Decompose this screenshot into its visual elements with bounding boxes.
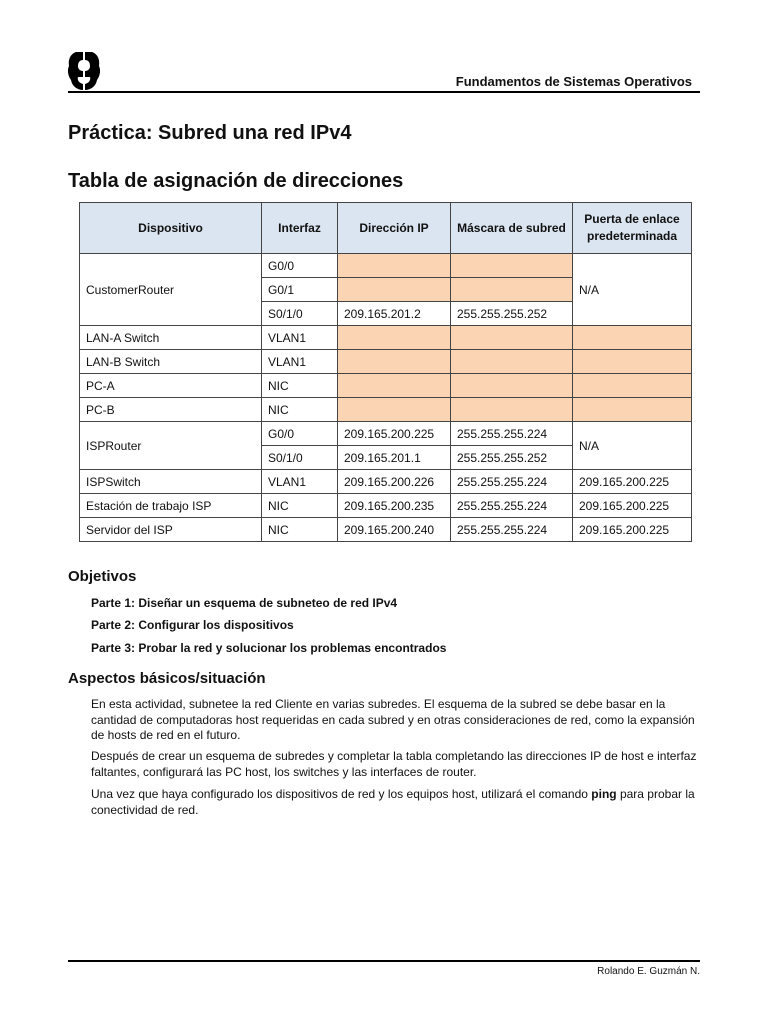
table-row [80,374,692,398]
column-header: Dirección IP [338,203,451,254]
mask-cell [451,374,573,398]
interface-cell: NIC [262,518,338,542]
interface-cell: G0/1 [262,278,338,302]
ip-cell: 209.165.200.225 [338,422,451,446]
ip-cell: 209.165.201.1 [338,446,451,470]
mask-cell: 255.255.255.224 [451,422,573,446]
ip-cell: 209.165.200.235 [338,494,451,518]
gateway-cell: 209.165.200.225 [573,494,692,518]
device-cell: PC-A [80,374,262,398]
logo-icon [66,50,102,92]
background-title: Aspectos básicos/situación [68,670,266,687]
mask-cell: 255.255.255.224 [451,470,573,494]
ip-cell [338,374,451,398]
table-row [80,494,692,518]
header-title: Fundamentos de Sistemas Operativos [455,74,692,89]
mask-cell: 255.255.255.224 [451,518,573,542]
interface-cell: G0/0 [262,254,338,278]
gateway-cell [573,350,692,374]
interface-cell: NIC [262,494,338,518]
interface-cell: VLAN1 [262,350,338,374]
table-section-title: Tabla de asignación de direcciones [68,170,404,192]
gateway-cell [573,374,692,398]
interface-cell: G0/0 [262,422,338,446]
mask-cell [451,398,573,422]
header-rule [68,91,700,93]
paragraph-text: Una vez que haya configurado los dispositivos de red y los equipos host, utilizará el comando [91,787,592,801]
mask-cell [451,278,573,302]
interface-cell: NIC [262,374,338,398]
interface-cell: VLAN1 [262,470,338,494]
paragraph-text: para probar la conectividad de red. [91,787,695,817]
gateway-cell: N/A [573,422,692,470]
mask-cell [451,326,573,350]
device-cell: PC-B [80,398,262,422]
mask-cell: 255.255.255.224 [451,494,573,518]
ping-command: ping [591,787,617,801]
interface-cell: NIC [262,398,338,422]
ip-cell [338,350,451,374]
footer-author: Rolando E. Guzmán N. [597,966,700,977]
column-header: Puerta de enlace predeterminada [573,203,692,254]
table-row [80,326,692,350]
ip-cell [338,254,451,278]
address-table [79,202,692,542]
table-row [80,470,692,494]
table-row [80,518,692,542]
device-cell: LAN-A Switch [80,326,262,350]
footer-rule [68,960,700,962]
objective-item: Parte 2: Configurar los dispositivos [91,618,294,632]
table-row [80,254,692,278]
column-header: Interfaz [262,203,338,254]
interface-cell: VLAN1 [262,326,338,350]
device-cell: Estación de trabajo ISP [80,494,262,518]
device-cell: ISPSwitch [80,470,262,494]
table-row [80,350,692,374]
objective-item: Parte 1: Diseñar un esquema de subneteo de red IPv4 [91,596,398,610]
ip-cell: 209.165.201.2 [338,302,451,326]
gateway-cell [573,326,692,350]
column-header: Máscara de subred [451,203,573,254]
ip-cell: 209.165.200.226 [338,470,451,494]
gateway-cell [573,398,692,422]
gateway-cell: 209.165.200.225 [573,518,692,542]
mask-cell [451,254,573,278]
background-paragraph-1: En esta actividad, subnetee la red Cliente en varias subredes. El esquema de la subred se debe basar en la cantidad de computadoras host requeridas en cada subred y en otras consideraciones de red, como la expansión de hosts de red en el futuro. [91,697,695,742]
table-row [80,422,692,446]
page-title: Práctica: Subred una red IPv4 [68,122,352,144]
device-cell: ISPRouter [80,422,262,470]
ip-cell [338,326,451,350]
gateway-cell: N/A [573,254,692,326]
interface-cell: S0/1/0 [262,446,338,470]
mask-cell: 255.255.255.252 [451,446,573,470]
device-cell: CustomerRouter [80,254,262,326]
gateway-cell: 209.165.200.225 [573,470,692,494]
background-paragraph-3 [91,787,701,818]
ip-cell [338,398,451,422]
column-header: Dispositivo [80,203,262,254]
objectives-title: Objetivos [68,568,137,585]
objective-item: Parte 3: Probar la red y solucionar los problemas encontrados [91,641,447,655]
table-header-row [80,203,692,254]
ip-cell: 209.165.200.240 [338,518,451,542]
mask-cell: 255.255.255.252 [451,302,573,326]
device-cell: LAN-B Switch [80,350,262,374]
interface-cell: S0/1/0 [262,302,338,326]
background-paragraph-2: Después de crear un esquema de subredes y completar la tabla completando las direcciones IP de host e interfaz faltantes, configurará las PC host, los switches y las interfaces de router. [91,749,697,779]
table-row [80,398,692,422]
device-cell: Servidor del ISP [80,518,262,542]
mask-cell [451,350,573,374]
ip-cell [338,278,451,302]
